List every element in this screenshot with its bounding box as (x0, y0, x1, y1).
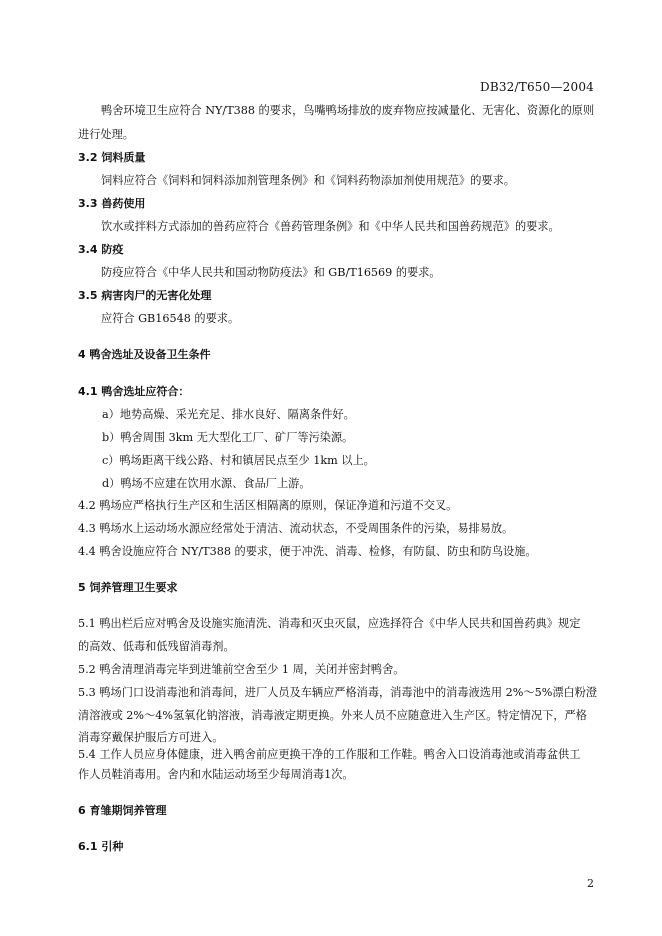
page-number: 2 (587, 877, 594, 890)
paragraph-line: 防疫应符合《中华人民共和国动物防疫法》和 GB/T16569 的要求。 (101, 266, 441, 279)
section-heading-3-4: 3.4 防疫 (78, 243, 124, 256)
section-heading-3-5: 3.5 病害肉尸的无害化处理 (78, 289, 212, 302)
list-item: a）地势高燥、采光充足、排水良好、隔离条件好。 (102, 408, 355, 421)
paragraph-line: 作人员鞋消毒用。舍内和水陆运动场至少每周消毒1次。 (78, 768, 354, 781)
section-heading-5: 5 饲养管理卫生要求 (78, 581, 178, 594)
section-heading-4: 4 鸭舍选址及设备卫生条件 (78, 348, 211, 361)
paragraph-line: 鸭舍环境卫生应符合 NY/T388 的要求，鸟嘴鸭场排放的废弃物应按减量化、无害化、资源化的原则 (101, 104, 595, 117)
section-heading-6: 6 育雏期饲养管理 (78, 804, 167, 817)
paragraph-line: 饲料应符合《饲料和饲料添加剂管理条例》和《饲料药物添加剂使用规范》的要求。 (101, 174, 515, 187)
paragraph-line: 4.4 鸭舍设施应符合 NY/T388 的要求，便于冲洗、消毒、检修，有防鼠、防虫和防鸟设施。 (78, 545, 537, 558)
paragraph-line: 应符合 GB16548 的要求。 (101, 312, 240, 325)
section-heading-6-1: 6.1 引种 (78, 840, 124, 853)
paragraph-line: 的高效、低毒和低残留消毒剂。 (78, 640, 235, 653)
list-item: b）鸭舍周围 3km 无大型化工厂、矿厂等污染源。 (102, 431, 354, 444)
paragraph-line: 5.4 工作人员应身体健康，进入鸭舍前应更换干净的工作服和工作鞋。鸭舍入口设消毒池或消毒盆供工 (78, 748, 581, 761)
section-heading-3-3: 3.3 兽药使用 (78, 197, 146, 210)
section-heading-4-1: 4.1 鸭舍选址应符合： (78, 385, 190, 398)
document-code: DB32/T650—2004 (480, 80, 594, 94)
section-heading-3-2: 3.2 饲料质量 (78, 151, 146, 164)
list-item: c）鸭场距离干线公路、村和镇居民点至少 1km 以上。 (102, 454, 375, 467)
paragraph-line: 4.3 鸭场水上运动场水源应经常处于清洁、流动状态，不受周围条件的污染，易排易放。 (78, 522, 514, 535)
paragraph-line: 进行处理。 (78, 128, 134, 141)
list-item: d）鸭场不应建在饮用水源、食品厂上游。 (102, 477, 311, 490)
paragraph-line: 5.1 鸭出栏后应对鸭舍及设施实施清洗、消毒和灭虫灭鼠，应选择符合《中华人民共和国兽药典》规定 (78, 617, 581, 630)
paragraph-line: 消毒穿戴保护服后方可进入。 (78, 731, 224, 744)
paragraph-line: 清溶液或 2%～4%氢氧化钠溶液，消毒液定期更换。外来人员不应随意进入生产区。特定情况下，严格 (78, 709, 587, 722)
paragraph-line: 5.3 鸭场门口设消毒池和消毒间，进厂人员及车辆应严格消毒，消毒池中的消毒液选用 2%～5%漂白粉澄 (78, 686, 598, 699)
paragraph-line: 5.2 鸭舍清理消毒完毕到进雏前空舍至少 1 周，关闭并密封鸭舍。 (78, 663, 405, 676)
paragraph-line: 4.2 鸭场应严格执行生产区和生活区相隔离的原则，保证净道和污道不交叉。 (78, 499, 458, 512)
paragraph-line: 饮水或拌料方式添加的兽药应符合《兽药管理条例》和《中华人民共和国兽药规范》的要求。 (101, 220, 560, 233)
